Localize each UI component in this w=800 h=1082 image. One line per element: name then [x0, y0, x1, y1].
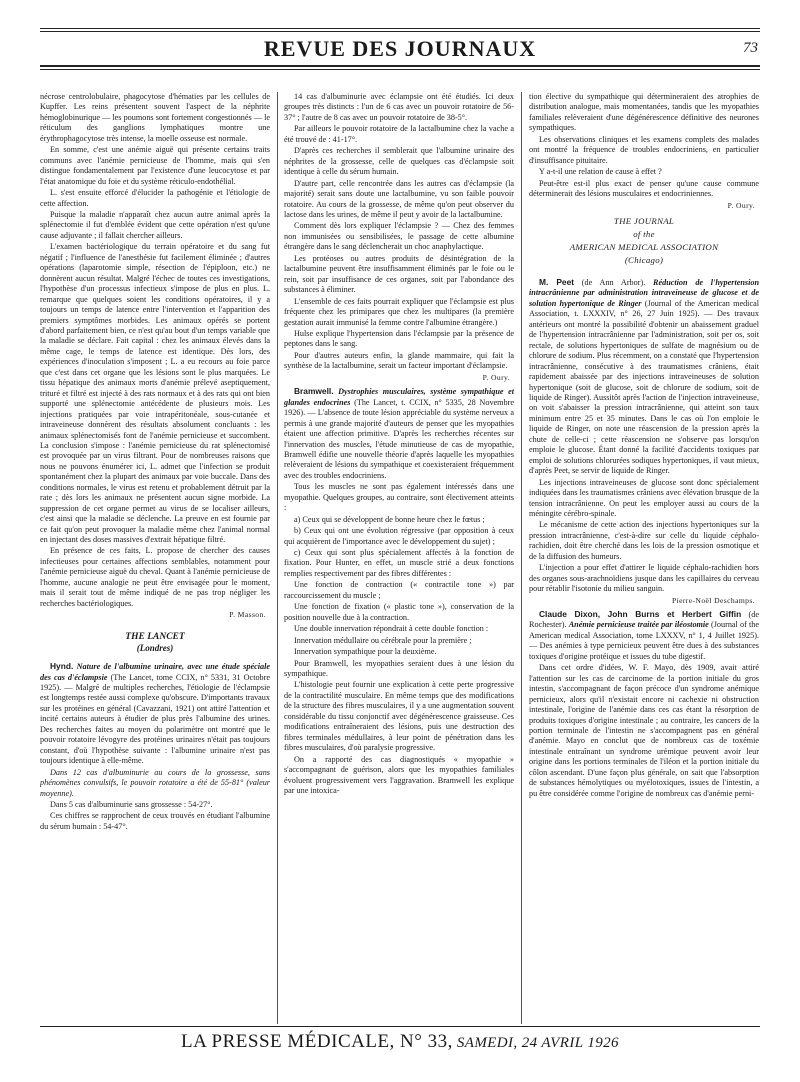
article-reference: (Journal of the American medical Association, t. LXXXIV, n° 26, 27 Juin 1925). — Des travaux antérieurs ont montré la possibilité d'obtenir un abaissement graduel de l'hypertension intracrânienne par l'administration, soit per os, soit rectale, de solutions hypertoniques de sulfate de magnésium ou de chlorure de sodium. Plus récemment, on a constaté que l'hypertension intracrânienne, consécutive à des traumatismes crâniens, était rapidement abaissée par des injections intraveineuses de solution hypertonique (soit de glucose, soit de chlorure de sodium, soit de liquide de Ringer). Aussitôt après l'action de l'injection intraveineuse, on voit s'abaisser la pression intracrânienne, qui atteint son taux minimum entre 25 et 35 minutes. Dans le cas où l'on emploie le liquide de Ringer, on note une réascension de la pression après la chute de celle-ci ; cette réascension ne s'observe pas lorsqu'on emploie le glucose. Étant donné la facilité d'accidents toxiques par emploi de solutions chlorurées sodiques hypertoniques, il vaut mieux, d'après Peet, se servir de liquide de Ringer.: [529, 298, 759, 476]
paragraph: nécrose centrolobulaire, phagocytose d'hématies par les cellules de Kupffer. Les reins présentent souvent l'aspect de la néphrite hémoglobinurique — les poumons sont fortement congestionnés — le réticulum des ganglions lymphatiques montre une érythrophagocytose très intense, la moelle osseuse est normale.: [40, 92, 270, 143]
article-abstract: [40, 661, 270, 767]
author-signature: P. Oury.: [727, 200, 755, 210]
article-title: Anémie pernicieuse traitée par iléostomie: [568, 620, 709, 630]
article-title: Réduction de l'hypertension intracrânienne par administration intraveineuse de glucose et de solution hypertonique de Ringer: [529, 277, 759, 308]
article-author: M. Peet: [539, 276, 575, 287]
footer-date: SAMEDI, 24 AVRIL 1926: [456, 1035, 619, 1051]
article-abstract: [284, 386, 514, 481]
paragraph: b) Ceux qui ont une évolution régressive (par opposition à ceux qui acquièrent de l'importance avec le développement du sujet) ;: [284, 526, 514, 546]
paragraph: Le mécanisme de cette action des injections hypertoniques sur la pression intracrânienne, c'est-à-dire sur celle du liquide céphalo-rachidien, doit être cherché dans les lois de la pression osmotique et de la diffusion des humeurs.: [529, 520, 759, 561]
article-abstract: [529, 609, 759, 662]
paragraph: Innervation médullaire ou cérébrale pour la première ;: [294, 635, 472, 645]
article-title: Nature de l'albumine urinaire, avec une étude spéciale des cas d'éclampsie: [40, 662, 270, 682]
column-divider-1: [277, 92, 278, 1024]
paragraph-text: Dans 12 cas d'albuminurie au cours de la grossesse, sans phénomènes convulsifs, le pouvoir rotatoire a été de 55-81° (valeur moyenne).: [40, 767, 270, 798]
paragraph: D'après ces recherches il semblerait que l'albumine urinaire des néphrites de la grossesse, celle de quelques cas d'éclampsie soit identique à celle du sérum humain.: [284, 146, 514, 177]
paragraph: [40, 768, 270, 799]
article-reference: (The Lancet, tome CCIX, n° 5331, 31 Octobre 1925). — Malgré de multiples recherches, l'étiologie de l'éclampsie est longtemps restée aussi complexe qu'obscure. D'importants travaux sur les protéines en général (Cavazzani, 1921) ont attiré l'attention et incité certains auteurs à étudier de plus près l'albumine des urines. Des recherches faites au moyen du polarimètre ont montré que le pouvoir rotatoire lévogyre des protéines urinaires n'était pas toujours constant, d'où l'hypothèse suivante : l'albumine urinaire n'est pas toujours identique à elle-même.: [40, 672, 270, 766]
paragraph: On a rapporté des cas diagnostiqués « myopathie » s'accompagnant de guérison, alors que les myopathies familiales évoluent progressivement vers l'aggravation. Bramwell les explique par une intoxica-: [284, 754, 514, 795]
paragraph: Les injections intraveineuses de glucose sont donc spécialement indiquées dans les traumatismes crâniens avec élévation brusque de la tension intracrânienne. On peut les employer aussi au cours de la méningite cérébro-spinale.: [529, 477, 759, 518]
article-affiliation: (de Rochester).: [529, 610, 759, 630]
paragraph: Peut-être est-il plus exact de penser qu'une cause commune déterminerait des lésions musculaires et endocriniennes.: [529, 178, 759, 199]
journal-section-city: (Londres): [136, 642, 174, 653]
paragraph: tion élective du sympathique qui détermineraient des atrophies de distribution analogue, mais momentanées, tandis que les myopathies familiales relèveraient d'une dégénérescence définitive des neurones sympathiques.: [529, 92, 759, 133]
column-divider-2: [521, 92, 522, 1024]
paragraph: En présence de ces faits, L. propose de chercher des causes infectieuses pour certaines affections semblables, notamment pour l'anémie pernicieuse aiguë du cheval. Quant à l'anémie pernicieuse de l'homme, aucune analogie ne peut être envisagée pour le moment, mais il serait tout de même indiqué de ne pas trop négliger les recherches bactériologiques.: [40, 546, 270, 608]
author-signature: Pierre-Noël Deschamps.: [671, 595, 755, 605]
paragraph: L. s'est ensuite efforcé d'élucider la pathogénie et l'étiologie de cette affection.: [40, 188, 270, 208]
paragraph: Tous les muscles ne sont pas également intéressés dans une myopathie. Quelques groupes, au contraire, sont électivement atteints :: [284, 482, 514, 513]
column-left: [40, 92, 270, 1024]
author-signature: P. Masson.: [229, 610, 266, 620]
header-top-rule-thin: [40, 31, 760, 32]
article-author: Hynd.: [50, 661, 74, 672]
article-reference: (Journal of the American medical Association, tome LXXXV, n° 1, 4 Juillet 1925). — Des anémies à type pernicieux peuvent être dues à des substances toxiques d'origine protéique et issues du tube digestif.: [529, 620, 759, 661]
article-affiliation: (de Ann Arbor).: [581, 277, 646, 287]
paragraph: Dans 5 cas d'albuminurie sans grossesse : 54-27°.: [50, 800, 213, 809]
author-signature: P. Oury.: [482, 372, 510, 382]
page-number: 73: [743, 40, 758, 56]
paragraph: Puisque la maladie n'apparaît chez aucun autre animal après la splénectomie il fut d'emblée évident que cette opération n'est qu'une cause adjuvante ; il fallait chercher ailleurs.: [40, 209, 270, 240]
paragraph: Y a-t-il une relation de cause à effet ?: [539, 167, 662, 177]
paragraph: Une double innervation répondrait à cette double fonction :: [294, 624, 489, 634]
paragraph: D'autre part, celle rencontrée dans les autres cas d'éclampsie (la majorité) serait sans doute une lactalbumine, vu son faible pouvoir rotatoire. Au cours de la grossesse, de même qu'on peut observer du lactose dans les urines, de même il peut y avoir de la lactalbumine.: [284, 178, 514, 219]
journal-city: (Chicago): [624, 254, 664, 265]
article-abstract: [529, 277, 759, 477]
header-bottom-rule: [40, 65, 760, 67]
paragraph: Par ailleurs le pouvoir rotatoire de la lactalbumine chez la vache a été trouvé de : 41-17°.: [284, 124, 514, 144]
paragraph: L'ensemble de ces faits pourrait expliquer que l'éclampsie est plus fréquente chez les primipares que chez les multipares (la première gestation aurait immunisé la femme contre l'albumine étrangère.): [284, 296, 514, 327]
paragraph: Les protéoses ou autres produits de désintégration de la lactalbumine peuvent être insuffisamment éliminés par le foie ou le rein, soit par insuffisance de ces organes, soit par l'abondance des substances à éliminer.: [284, 253, 514, 295]
header-top-rule: [40, 28, 760, 29]
paragraph: a) Ceux qui se développent de bonne heure chez le fœtus ;: [294, 514, 485, 524]
paragraph: Innervation sympathique pour la deuxième.: [294, 647, 437, 657]
paragraph: Une fonction de contraction (« contractile tone ») par raccourcissement du muscle ;: [284, 580, 514, 600]
paragraph: L'histologie peut fournir une explication à cette perte progressive de la contractilité musculaire. En même temps que des modifications de la structure des fibres musculaires, il y a une augmentation souvent considérable du tissu conjonctif avec dégénérescence graisseuse. Ces modifications entraîneraient des lésions, puis une destruction des fibres terminales médullaires, à leur point de pénétration dans les fibres musculaires, d'où paralysie progressive.: [284, 680, 514, 753]
column-middle: [284, 92, 514, 1024]
paragraph: Dans cet ordre d'idées, W. F. Mayo, dès 1909, avait attiré l'attention sur les cas de carcinome de la portion initiale du gros intestin, s'accompagnant de façon précoce d'un syndrome anémique pernicieux, alors qu'il n'existait encore ni cachexie ni obstruction intestinale, l'origine de l'anémie dans ces cas étant la résorption de produits toxiques d'origine intestinale ; au contraire, les cancers de la portion terminale de l'intestin ne s'accompagnent pas en général d'anémie. Mayo en conclut que de nombreux cas de toxémie intestinale entraînant un syndrome urémique peuvent avoir leur origine dans les portions terminales de l'iléon et la portion initiale du côlon ascendant. D'une façon plus générale, on sait que l'absorption de substances hémolytiques ou myélotoxiques, issues de l'intestin, a pu être considérée comme l'origine de nombreux cas d'anémie perni-: [529, 663, 759, 798]
article-reference: (The Lancet, t. CCIX, n° 5335, 28 Novembre 1926). — L'absence de toute lésion appréciable du système nerveux a permis à une grande majorité d'auteurs de penser que les myopathies étaient une affection primitive. D'après les recherches récentes sur l'innervation des muscles, l'étude minutieuse de cas de myopathie, Bramwell édifie une nouvelle théorie d'après laquelle les myopathies relèveraient de lésions du sympathique et coexisteraient fréquemment avec des troubles endocriniens.: [284, 397, 514, 480]
paragraph: Hulse explique l'hypertension dans l'éclampsie par la présence de peptones dans le sang.: [284, 328, 514, 349]
journal-name-line: of the: [633, 228, 655, 239]
journal-section-title: THE LANCET: [125, 631, 185, 642]
paragraph: c) Ceux qui sont plus spécialement affectés à la fonction de fixation. Pour Hunter, en effet, un muscle strié a deux fonctions remplies respectivement par des fibres différentes :: [284, 548, 514, 578]
paragraph: Une fonction de fixation (« plastic tone »), conservation de la position nouvelle due à la contraction.: [284, 602, 514, 622]
paragraph: En somme, c'est une anémie aiguë qui présente certains traits communs avec l'anémie pernicieuse de l'homme, mais qui s'en distingue fondamentalement par l'existence d'une leucocytose et par l'état anatomique du foie et du système réticulo-endothélial.: [40, 145, 270, 186]
paragraph: L'injection a pour effet d'attirer le liquide céphalo-rachidien hors des organes sous-arachnoïdiens jusque dans les capillaires du cerveau pour rétablir l'isotonie du milieu sanguin.: [529, 563, 759, 594]
paragraph: Ces chiffres se rapprochent de ceux trouvés en étudiant l'albumine du sérum humain : 54-47°.: [40, 811, 270, 831]
article-author: Claude Dixon, John Burns et Herbert Giffin: [539, 609, 742, 620]
article-title: Dystrophies musculaires, système sympathique et glandes endocrines: [284, 387, 514, 407]
paragraph: 14 cas d'albuminurie avec éclampsie ont été étudiés. Ici deux groupes très distincts : l'un de 6 cas avec un pouvoir rotatoire de 56-37° ; l'autre de 8 cas avec un pouvoir rotatoire de 38-5°.: [284, 92, 514, 122]
journal-name-line: AMERICAN MEDICAL ASSOCIATION: [569, 241, 719, 252]
paragraph: Les observations cliniques et les examens complets des malades ont montré la fréquence de troubles endocriniens, en particulier d'insuffisance pituitaire.: [529, 134, 759, 165]
running-header-title: REVUE DES JOURNAUX: [263, 36, 537, 61]
column-right: [529, 92, 759, 1024]
page-footer: [0, 1031, 800, 1053]
article-author: Bramwell.: [294, 386, 334, 397]
header-bottom-rule-thin: [40, 69, 760, 70]
paragraph: L'examen bactériologique du terrain opératoire et du sang fut négatif ; l'influence de l'anesthésie fut facilement éliminée ; d'autres opérations (laparotomie simple, résection de l'épiploon, etc.) ne donnèrent aucun résultat. Malgré l'échec de toutes ces investigations, l'hypothèse d'un processus infectieux s'impose de plus en plus. L. remarque que quelques soient les conditions opératoires, il y a toujours un temps de latence entre l'intervention et l'apparition des premiers symptômes morbides. Les animaux opérés se portent d'abord parfaitement bien, ce n'est qu'au bout d'un temps variable que la maladie se déclare. Fait capital : chez les animaux élevés dans la même cage, le temps de latence est identique. Dès lors, des expériences d'inoculation s'imposent ; L. a eu recours au foie parce que c'est dans cet organe que les lésions sont le plus marquées. Le tissu hépatique des animaux morts d'anémie prélevé aseptiquement, trituré et filtré est injecté à des rats normaux et à des rats qui ont bien supporté une splénectomie antécédente de plusieurs mois. Les injections pratiquées par voie intrapéritonéale, sous-cutanée et intraveineuse donnèrent des résultats absolument concluants : les animaux splénectomisés font de l'anémie pernicieuse et succombent. La conclusion s'impose : l'anémie pernicieuse du rat splénectomisé est provoquée par un virus filtrant. Pour de nombreuses raisons que nous ne pouvons énumérer ici, L. admet que l'infection se produit spontanément chez la plupart des animaux par voie buccale. Dans des conditions normales, le virus est retenu et probablement détruit par la rate ; dès lors les animaux ne présentent aucun signe morbide. La suppression de cet organe permet au virus de se localiser ailleurs, c'est ainsi que la maladie se déclenche. La preuve en est fournie par ce fait qu'on peut provoquer la maladie même chez l'animal normal en injectant des doses massives d'extrait hépatique filtré.: [40, 242, 270, 545]
paragraph: Pour Bramwell, les myopathies seraient dues à une lésion du sympathique.: [284, 658, 514, 679]
footer-rule: [40, 1026, 760, 1027]
paragraph: Comment dès lors expliquer l'éclampsie ? — Chez des femmes non immunisées ou sensibilisées, le passage de cette albumine étrangère dans le sang déclencherait un choc anaphylactique.: [284, 221, 514, 252]
paragraph: Pour d'autres auteurs enfin, la glande mammaire, qui fait la synthèse de la lactalbumine, serait un facteur important d'éclampsie.: [284, 350, 514, 371]
journal-name-line: THE JOURNAL: [613, 215, 675, 226]
footer-journal: LA PRESSE MÉDICALE, N° 33,: [181, 1031, 453, 1052]
